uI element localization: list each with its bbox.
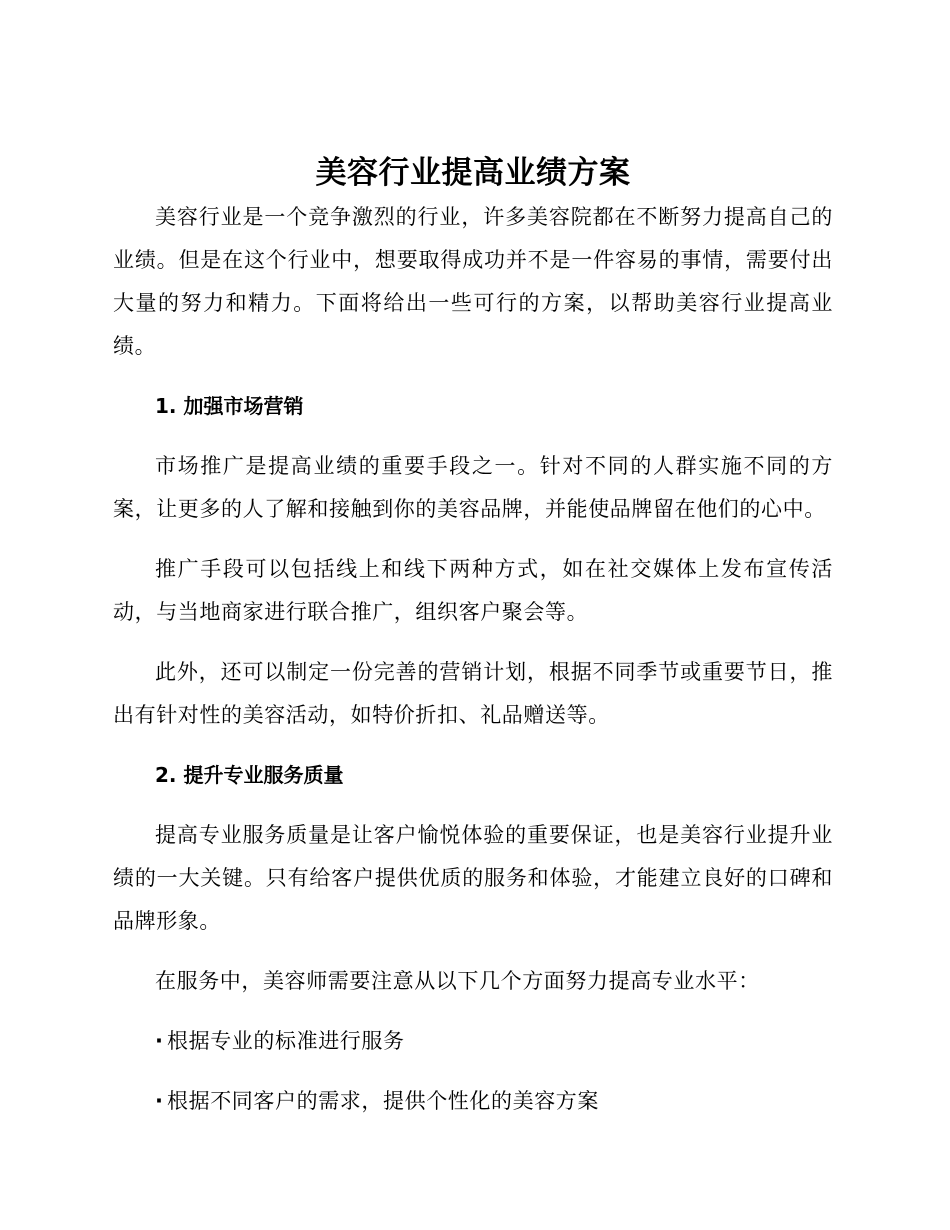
section-1-paragraph-2: 推广手段可以包括线上和线下两种方式，如在社交媒体上发布宣传活动，与当地商家进行联合推广，组织客户聚会等。 <box>113 557 833 624</box>
section-2-paragraph-2: 在服务中，美容师需要注意从以下几个方面努力提高专业水平： <box>155 969 760 993</box>
list-item <box>113 1080 833 1123</box>
intro-paragraph: 美容行业是一个竞争激烈的行业，许多美容院都在不断努力提高自己的业绩。但是在这个行业中，想要取得成功并不是一件容易的事情，需要付出大量的努力和精力。下面将给出一些可行的方案，以帮助美容行业提高业绩。 <box>113 205 833 358</box>
list-item-text: 根据专业的标准进行服务 <box>167 1029 405 1053</box>
section-1-heading: 1. 加强市场营销 <box>155 394 304 418</box>
section-2-heading: 2. 提升专业服务质量 <box>155 763 344 787</box>
document-title: 美容行业提高业绩方案 <box>315 155 631 191</box>
bullet-icon: · <box>155 1029 164 1053</box>
bullet-icon: · <box>155 1089 164 1113</box>
document-page <box>113 150 833 1140</box>
section-2-paragraph-1: 提高专业服务质量是让客户愉悦体验的重要保证，也是美容行业提升业绩的一大关键。只有给客户提供优质的服务和体验，才能建立良好的口碑和品牌形象。 <box>113 823 833 933</box>
list-item <box>113 1020 833 1063</box>
section-1-paragraph-1: 市场推广是提高业绩的重要手段之一。针对不同的人群实施不同的方案，让更多的人了解和接触到你的美容品牌，并能使品牌留在他们的心中。 <box>113 454 833 521</box>
section-1-paragraph-3: 此外，还可以制定一份完善的营销计划，根据不同季节或重要节日，推出有针对性的美容活动，如特价折扣、礼品赠送等。 <box>113 660 833 727</box>
list-item-text: 根据不同客户的需求，提供个性化的美容方案 <box>167 1089 599 1113</box>
